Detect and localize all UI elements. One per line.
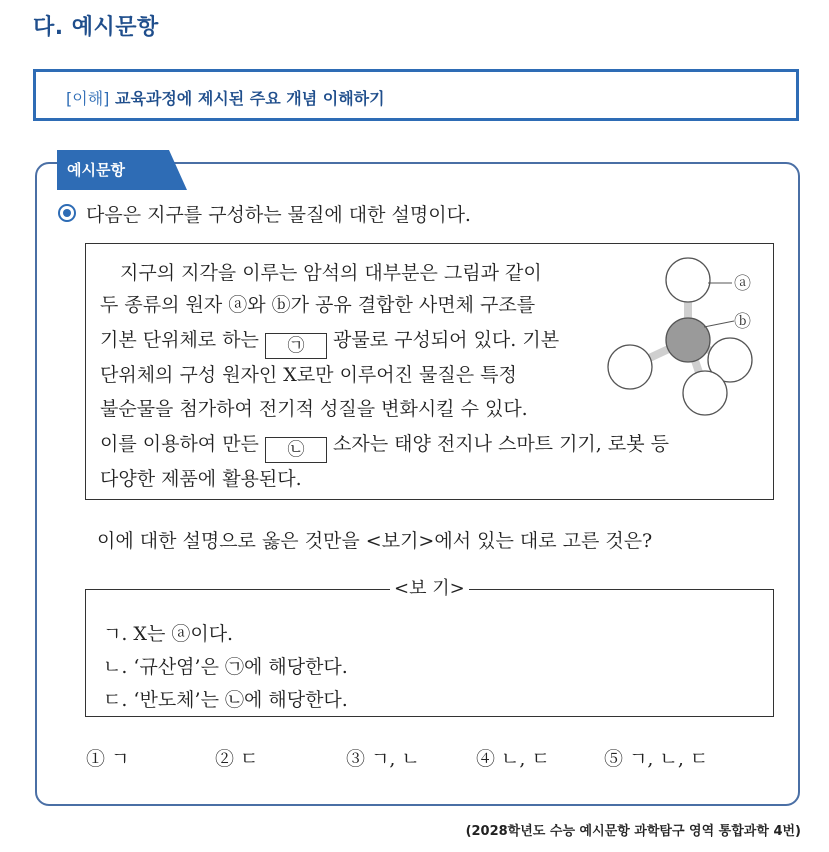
bogi-item-1: ㄱ. X는 ⓐ이다. (103, 623, 234, 645)
atom-b-center (666, 318, 710, 362)
blank-1: ㉠ (265, 333, 327, 359)
badge-label: 예시문항 (67, 161, 125, 179)
passage-line-6-post: 소자는 태양 전지나 스마트 기기, 로봇 등 (333, 433, 669, 455)
choice-1[interactable]: ① ㄱ (86, 748, 130, 770)
stem-text: 다음은 지구를 구성하는 물질에 대한 설명이다. (86, 204, 471, 226)
passage-line-3 (100, 325, 559, 359)
tetrahedron-diagram (600, 255, 770, 425)
passage-line-2: 두 종류의 원자 ⓐ와 ⓑ가 공유 결합한 사면체 구조를 (100, 294, 536, 316)
label-a: ⓐ (734, 274, 751, 294)
objective-description: 교육과정에 제시된 주요 개념 이해하기 (114, 89, 385, 108)
bogi-item-3: ㄷ. ‘반도체’는 ㉡에 해당한다. (103, 689, 348, 711)
question-stem (58, 200, 471, 227)
choice-2[interactable]: ② ㄷ (215, 748, 259, 770)
passage-line-3-pre: 기본 단위체로 하는 (100, 329, 259, 351)
passage-line-7: 다양한 제품에 활용된다. (100, 468, 302, 490)
passage-line-1: 지구의 지각을 이루는 암석의 대부분은 그림과 같이 (120, 262, 542, 284)
passage-line-5: 불순물을 첨가하여 전기적 성질을 변화시킬 수 있다. (100, 398, 528, 420)
question-prompt: 이에 대한 설명으로 옳은 것만을 <보기>에서 있는 대로 고른 것은? (97, 530, 653, 552)
atom-a-left (608, 345, 652, 389)
objective-bracket-label: [이해] (66, 89, 110, 108)
passage-line-3-post: 광물로 구성되어 있다. 기본 (333, 329, 560, 351)
choice-3[interactable]: ③ ㄱ, ㄴ (346, 748, 420, 770)
blank-2: ㉡ (265, 437, 327, 463)
bogi-item-2: ㄴ. ‘규산염’은 ㉠에 해당한다. (103, 656, 348, 678)
bogi-title: <보 기> (390, 574, 469, 600)
choice-4[interactable]: ④ ㄴ, ㄷ (476, 748, 550, 770)
passage-line-6-pre: 이를 이용하여 만든 (100, 433, 259, 455)
objective-text (66, 86, 385, 109)
atom-a-bottom (683, 371, 727, 415)
label-b: ⓑ (734, 312, 751, 332)
section-title: 다. 예시문항 (33, 15, 159, 40)
passage-line-4: 단위체의 구성 원자인 X로만 이루어진 물질은 특정 (100, 364, 517, 386)
source-note: (2028학년도 수능 예시문항 과학탐구 영역 통합과학 4번) (465, 824, 801, 839)
objective-box (33, 69, 799, 121)
atom-a-top (666, 258, 710, 302)
bullet-icon (58, 204, 76, 222)
passage-line-6 (100, 429, 669, 463)
choice-5[interactable]: ⑤ ㄱ, ㄴ, ㄷ (604, 748, 709, 770)
